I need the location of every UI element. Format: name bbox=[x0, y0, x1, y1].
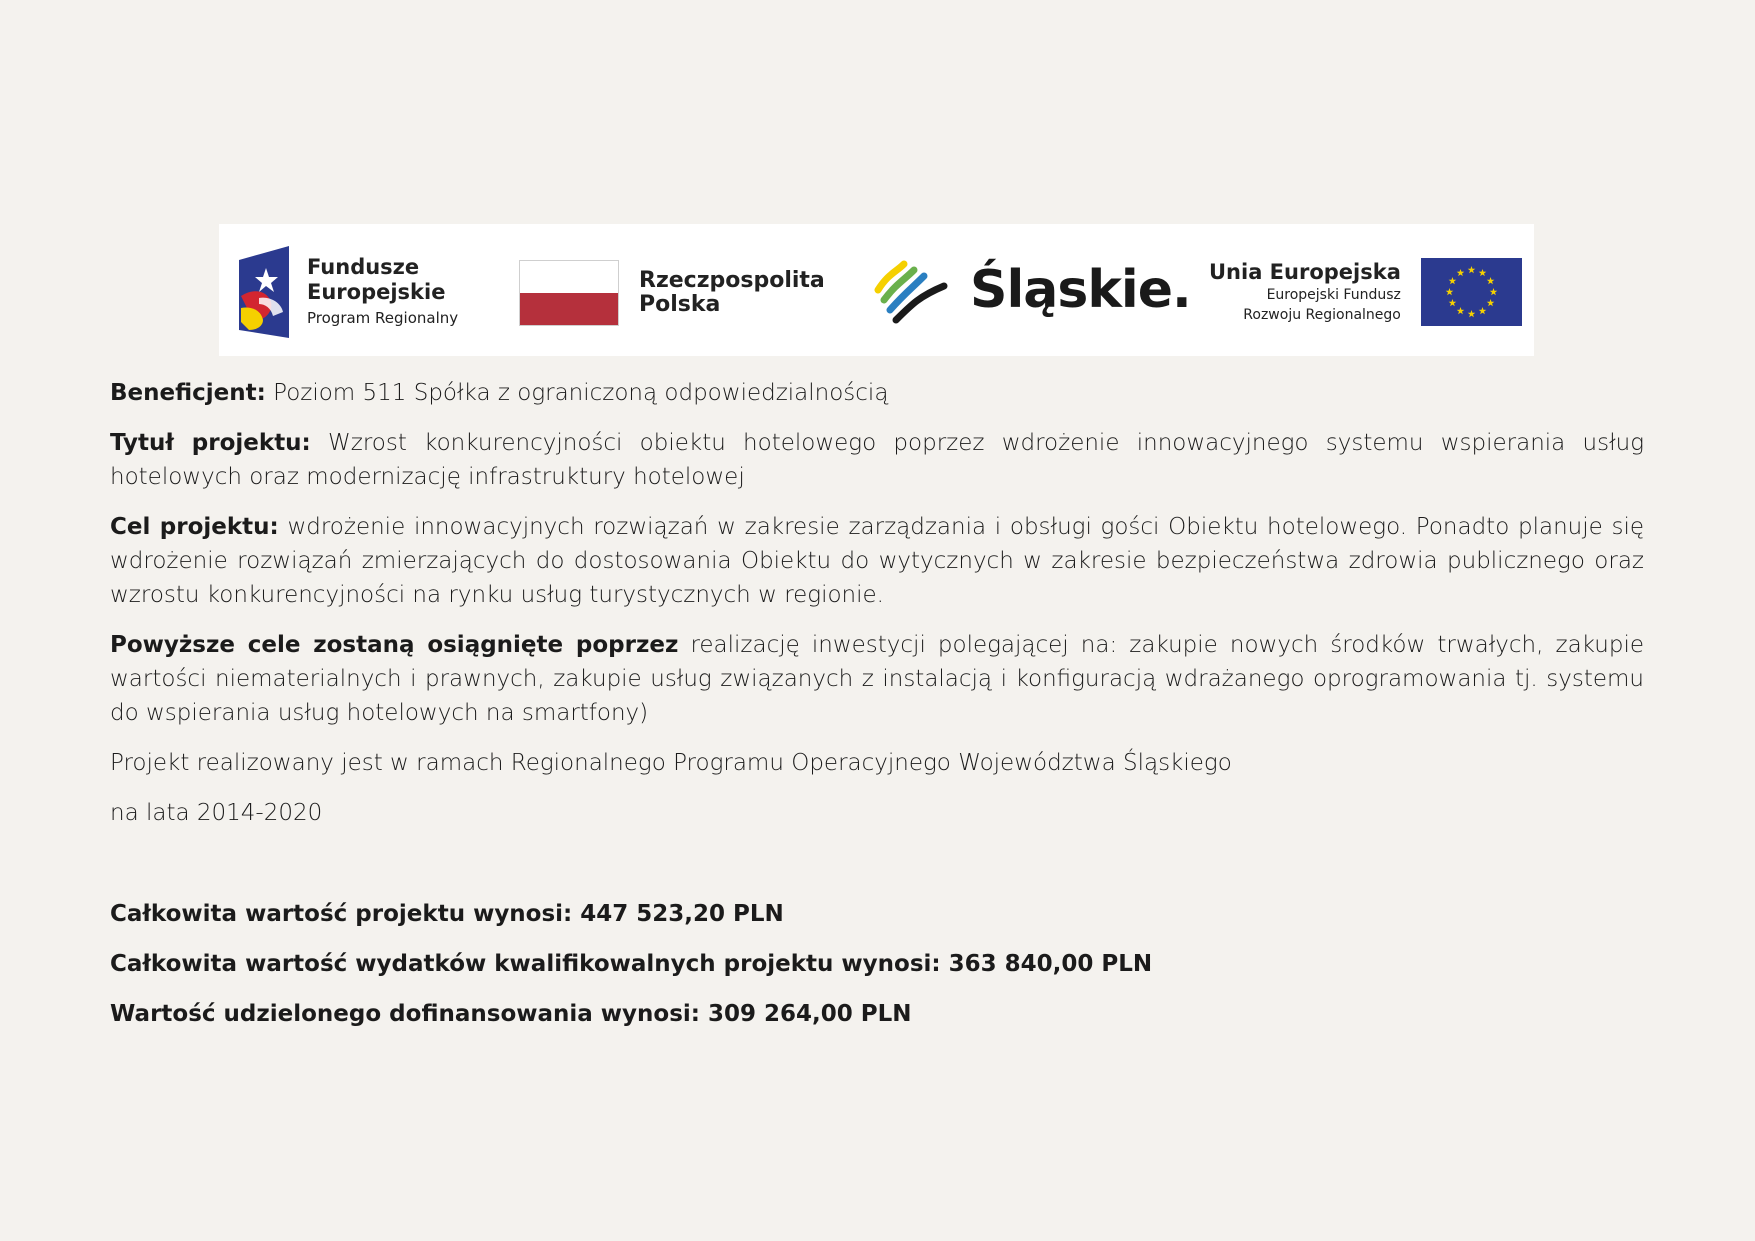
fundusze-line1: Fundusze bbox=[307, 255, 420, 279]
slaskie-wordmark: Śląskie. bbox=[970, 260, 1191, 320]
funding-logo-strip bbox=[219, 224, 1534, 356]
rzeczpospolita-line2: Polska bbox=[639, 292, 721, 317]
eu-line3: Rozwoju Regionalnego bbox=[1243, 307, 1401, 323]
eu-logo bbox=[1209, 258, 1522, 326]
beneficiary-paragraph bbox=[110, 376, 1644, 410]
goal-paragraph bbox=[110, 510, 1644, 612]
title-value: Wzrost konkurencyjności obiektu hotelowego poprzez wdrożenie innowacyjnego systemu wspierania usług hotelowych oraz modernizację infrastruktury hotelowej bbox=[110, 430, 1644, 490]
eu-line1: Unia Europejska bbox=[1209, 260, 1401, 284]
polish-flag-icon bbox=[519, 260, 619, 326]
slaskie-logo bbox=[874, 254, 1191, 326]
fundusze-europejskie-logo bbox=[239, 246, 458, 338]
beneficiary-label: Beneficjent: bbox=[110, 380, 266, 406]
title-paragraph bbox=[110, 426, 1644, 494]
eu-line2: Europejski Fundusz bbox=[1266, 287, 1401, 303]
means-value: realizację inwestycji polegającej na: zakupie nowych środków trwałych, zakupie wartości niematerialnych i prawnych, zakupie usług związanych z instalacją i konfiguracją wdrażanego oprogramowania tj. systemu do wspierania usług hotelowych na smartfony) bbox=[110, 632, 1644, 726]
project-info bbox=[110, 376, 1644, 1047]
total-value: Całkowita wartość projektu wynosi: 447 523,20 PLN bbox=[110, 901, 784, 927]
program-line-1: Projekt realizowany jest w ramach Regionalnego Programu Operacyjnego Województwa Śląskiego bbox=[110, 750, 1232, 776]
eligible-value: Całkowita wartość wydatków kwalifikowalnych projektu wynosi: 363 840,00 PLN bbox=[110, 951, 1153, 977]
goal-label: Cel projektu: bbox=[110, 514, 279, 540]
means-paragraph bbox=[110, 628, 1644, 730]
slaskie-waves-icon bbox=[874, 254, 950, 326]
beneficiary-value: Poziom 511 Spółka z ograniczoną odpowiedzialnością bbox=[265, 380, 889, 406]
goal-value: wdrożenie innowacyjnych rozwiązań w zakresie zarządzania i obsługi gości Obiektu hotelowego. Ponadto planuje się wdrożenie rozwiązań zmierzających do dostosowania Obiektu do wytycznych w zakresie bezpieczeństwa zdrowia publicznego oraz wzrostu konkurencyjności na rynku usług turystycznych w regionie. bbox=[110, 514, 1644, 608]
fundusze-line2: Europejskie bbox=[307, 280, 446, 304]
eu-flag-icon bbox=[1421, 258, 1522, 326]
fundusze-europejskie-emblem-icon bbox=[239, 246, 289, 338]
rzeczpospolita-logo bbox=[519, 260, 825, 326]
means-label: Powyższe cele zostaną osiągnięte poprzez bbox=[110, 632, 679, 658]
fundusze-line3: Program Regionalny bbox=[307, 309, 459, 327]
title-label: Tytuł projektu: bbox=[110, 430, 311, 456]
grant-value: Wartość udzielonego dofinansowania wynosi: 309 264,00 PLN bbox=[110, 1001, 912, 1027]
rzeczpospolita-line1: Rzeczpospolita bbox=[639, 268, 825, 293]
program-line-2: na lata 2014-2020 bbox=[110, 800, 323, 826]
